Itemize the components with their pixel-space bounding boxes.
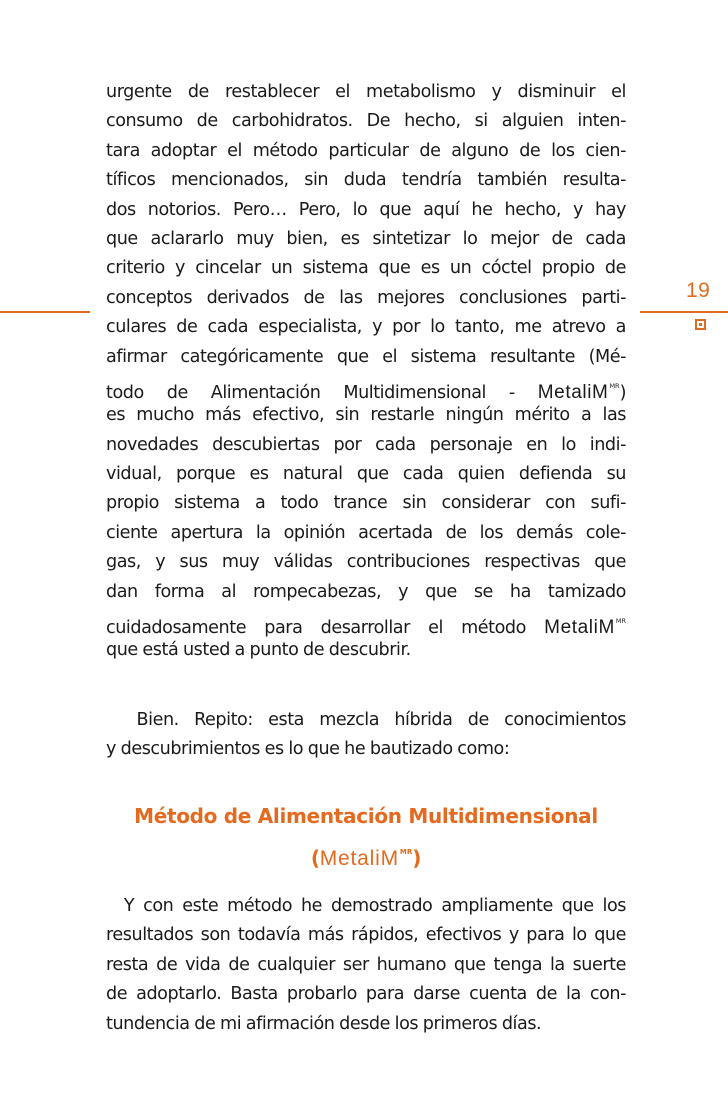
trademark-mark: MR: [615, 617, 626, 626]
text-line: tíficos mencionados, sin duda tendría también resulta-: [106, 170, 626, 191]
page-number: 19: [686, 279, 711, 302]
brand-name: MetaliM: [537, 381, 609, 403]
page-ornament-icon: [695, 319, 706, 330]
heading-paren-open: (: [310, 846, 320, 870]
text-line: consumo de carbohidratos. De hecho, si alguien inten-: [106, 111, 626, 132]
brand-name: MetaliM: [319, 847, 399, 870]
paragraph-intro: [106, 706, 626, 765]
text-line: afirmar categóricamente que el sistema resultante (Mé-: [106, 346, 626, 367]
method-heading: [106, 798, 626, 877]
text-line: conceptos derivados de las mejores conclusiones parti-: [106, 287, 626, 308]
heading-subtitle: [106, 834, 626, 877]
text-line: propio sistema a todo trance sin considerar con sufi-: [106, 493, 626, 514]
text-line: dos notorios. Pero… Pero, lo que aquí he hecho, y hay: [106, 199, 626, 220]
trademark-mark: MR: [399, 848, 413, 856]
text-line: gas, y sus muy válidas contribuciones respectivas que: [106, 552, 626, 573]
text-line: tara adoptar el método particular de alguno de los cien-: [106, 140, 626, 161]
heading-title: Método de Alimentación Multidimensional: [134, 804, 598, 828]
text-line: que aclararlo muy bien, es sintetizar lo mejor de cada: [106, 228, 626, 249]
text-fragment: todo de Alimentación Multidimensional -: [106, 382, 538, 403]
text-line-with-brand: [106, 607, 626, 639]
text-line: y descubrimientos es lo que he bautizado como:: [106, 739, 510, 760]
text-line: Bien. Repito: esta mezcla híbrida de conocimientos: [106, 710, 626, 730]
text-line: resta de vida de cualquier ser humano que tenga la suerte: [106, 954, 626, 975]
brand-name: MetaliM: [544, 617, 615, 639]
text-line: de adoptarlo. Basta probarlo para darse cuenta de la con-: [106, 984, 626, 1005]
margin-rule-left: [0, 311, 90, 313]
text-line: urgente de restablecer el metabolismo y disminuir el: [106, 82, 626, 102]
text-line: resultados son todavía más rápidos, efectivos y para lo que: [106, 925, 626, 946]
text-fragment: cuidadosamente para desarrollar el método: [106, 618, 545, 639]
text-line: culares de cada especialista, y por lo tanto, me atrevo a: [106, 317, 626, 338]
text-line: es mucho más efectivo, sin restarle ningún mérito a las: [106, 405, 626, 426]
text-line: Y con este método he demostrado ampliamente que los: [106, 896, 626, 916]
heading-paren-close: ): [412, 846, 422, 870]
text-line: dan forma al rompecabezas, y que se ha tamizado: [106, 581, 626, 602]
paragraph-conclusion: [106, 892, 626, 1039]
text-line: criterio y cincelar un sistema que es un cóctel propio de: [106, 258, 626, 279]
text-line: novedades descubiertas por cada personaje en lo indi-: [106, 434, 626, 455]
text-line-with-brand: [106, 372, 626, 401]
text-line: que está usted a punto de descubrir.: [106, 640, 411, 661]
margin-rule-right: [640, 311, 728, 313]
trademark-mark: MR: [609, 381, 620, 390]
text-line: ciente apertura la opinión acertada de los demás cole-: [106, 522, 626, 543]
paragraph-main: [106, 78, 626, 666]
text-line: vidual, porque es natural que cada quien defienda su: [106, 464, 626, 485]
text-fragment: ): [619, 382, 626, 403]
text-line: tundencia de mi afirmación desde los primeros días.: [106, 1013, 542, 1034]
